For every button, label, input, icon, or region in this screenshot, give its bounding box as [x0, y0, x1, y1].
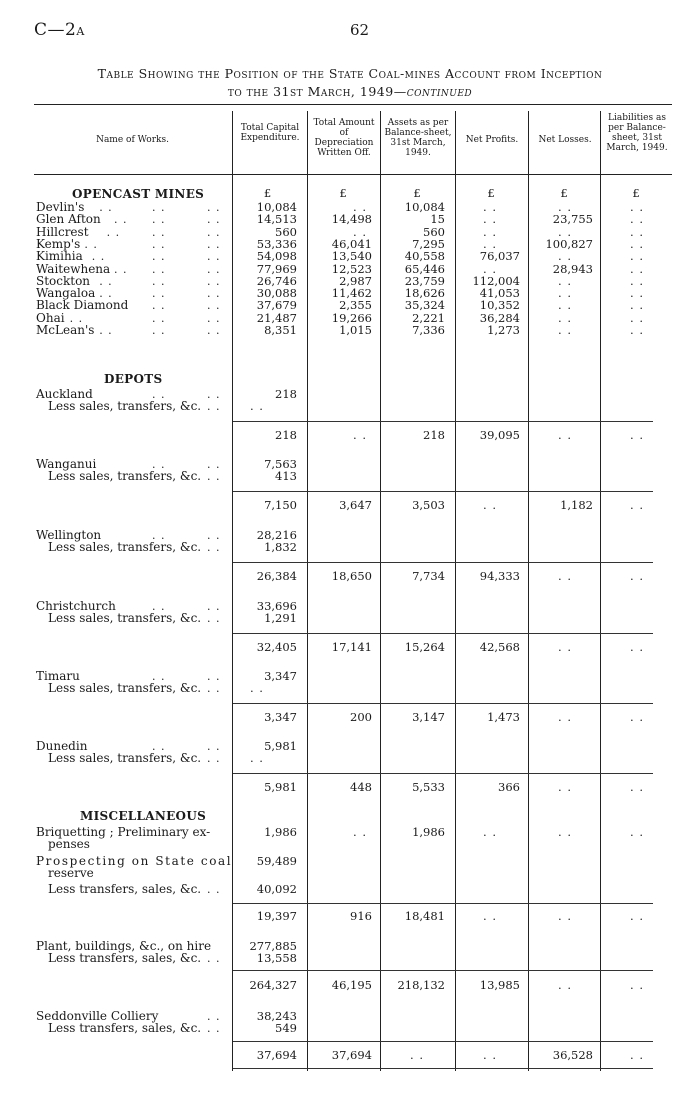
leader-dots: . . — [207, 470, 221, 483]
page-number: 62 — [350, 21, 370, 39]
cell-depreciation: 14,498 — [331, 212, 372, 227]
row-less-label: Less transfers, sales, &c. — [48, 1021, 202, 1035]
leader-dots: . . — [152, 225, 166, 239]
leader-dots: . . — [152, 458, 166, 471]
leader-dots: . . — [152, 237, 166, 251]
row-less-label: Less sales, transfers, &c. — [48, 399, 202, 413]
cell-liabilities: . . — [630, 286, 644, 301]
leader-dots: . . — [152, 600, 166, 613]
cell-profits: . . — [483, 261, 497, 276]
cell-losses: 100,827 — [545, 236, 593, 251]
cell-capital: 8,351 — [264, 323, 297, 337]
cell-losses: . . — [558, 825, 572, 839]
leader-dots: . . — [207, 752, 221, 765]
leader-dots: . . — [152, 324, 166, 337]
row-name: Black Diamond — [36, 298, 129, 313]
leader-dots: . . — [207, 201, 221, 214]
column-divider — [600, 111, 601, 1071]
cell-profits: 39,095 — [479, 428, 520, 442]
cell-capital: 10,084 — [256, 200, 297, 214]
cell-liabilities: . . — [630, 261, 644, 276]
cell-net-capital: 37,694 — [256, 1048, 297, 1062]
section-heading-depots: DEPOTS — [104, 372, 163, 386]
cell-depreciation: 200 — [350, 710, 372, 724]
cell-depreciation: 2,355 — [339, 298, 372, 313]
leader-dots: . . — [114, 262, 128, 276]
leader-dots: . . — [207, 225, 221, 239]
row-less-label: Less sales, transfers, &c. — [48, 611, 202, 625]
leader-dots: . . — [207, 237, 221, 251]
cell-liabilities: . . — [630, 498, 644, 512]
header-bottom-rule — [34, 174, 672, 175]
cell-net-capital: 218 — [275, 428, 297, 442]
currency-depreciation: £ — [339, 186, 347, 200]
cell-profits: . . — [483, 825, 497, 839]
cell-losses: . . — [558, 569, 572, 583]
leader-dots: . . — [207, 287, 221, 301]
row-name: McLean's — [36, 323, 95, 337]
cell-depreciation: 46,041 — [331, 236, 372, 251]
cell-net-capital: 3,347 — [264, 710, 297, 724]
row-name: Plant, buildings, &c., on hire — [36, 939, 212, 953]
cell-capital: 21,487 — [256, 310, 297, 325]
cell-profits: . . — [483, 498, 497, 512]
cell-assets: 5,533 — [412, 780, 445, 794]
cell-liabilities: . . — [630, 323, 644, 337]
cell-depreciation: . . — [353, 224, 367, 239]
cell-losses: . . — [558, 200, 572, 214]
leader-dots: . . — [207, 458, 221, 471]
cell-assets: 10,084 — [404, 200, 445, 214]
cell-losses: . . — [558, 286, 572, 301]
cell-assets: 7,734 — [412, 569, 445, 583]
cell-liabilities: . . — [630, 780, 644, 794]
cell-liabilities: . . — [630, 428, 644, 442]
currency-liabilities: £ — [632, 186, 640, 200]
subtotal-rule — [233, 562, 653, 563]
row-less-label: Less sales, transfers, &c. — [48, 469, 202, 483]
cell-liabilities: . . — [630, 909, 644, 923]
cell-assets: 560 — [423, 224, 445, 239]
cell-assets: 23,759 — [404, 273, 445, 288]
cell-profits: 1,473 — [487, 710, 520, 724]
cell-depreciation: 46,195 — [331, 978, 372, 992]
row-name-continued: penses — [48, 837, 90, 851]
cell-assets: 18,626 — [404, 286, 445, 301]
leader-dots: . . — [207, 1010, 221, 1023]
cell-depreciation: 12,523 — [331, 261, 372, 276]
column-header-name: Name of Works. — [96, 135, 169, 145]
row-name: Auckland — [36, 387, 93, 401]
cell-losses: . . — [558, 323, 572, 337]
leader-dots: . . — [207, 883, 221, 896]
leader-dots: . . — [99, 274, 113, 288]
leader-dots: . . — [207, 388, 221, 401]
table-title-line2: to the 31st March, 1949—continued — [227, 84, 473, 99]
cell-profits: 41,053 — [479, 286, 520, 301]
column-header-liabilities: Liabilities as per Balance-sheet, 31st March, 1949. — [606, 113, 668, 153]
cell-assets: 15 — [430, 212, 445, 227]
cell-assets: 1,986 — [412, 825, 445, 839]
cell-assets: 40,558 — [404, 249, 445, 264]
cell-less: . . — [250, 399, 264, 413]
leader-dots: . . — [152, 274, 166, 288]
cell-capital: 560 — [275, 224, 297, 239]
cell-capital: 77,969 — [256, 261, 297, 276]
leader-dots: . . — [207, 262, 221, 276]
subtotal-rule — [233, 970, 653, 971]
cell-liabilities: . . — [630, 249, 644, 264]
cell-losses: . . — [558, 978, 572, 992]
cell-assets: 3,147 — [412, 710, 445, 724]
cell-assets: 7,295 — [412, 236, 445, 251]
row-name: Stockton — [36, 273, 91, 288]
cell-profits: 1,273 — [487, 323, 520, 337]
cell-losses: 23,755 — [552, 212, 593, 227]
row-name: Kimihia — [36, 249, 83, 264]
cell-capital: 1,986 — [264, 825, 297, 839]
cell-profits: 13,985 — [479, 978, 520, 992]
row-name: Wangaloa — [36, 286, 96, 301]
cell-profits: 76,037 — [479, 249, 520, 264]
leader-dots: . . — [152, 250, 166, 264]
cell-depreciation: 448 — [350, 780, 372, 794]
cell-liabilities: . . — [630, 298, 644, 313]
leader-dots: . . — [207, 541, 221, 554]
cell-liabilities: . . — [630, 212, 644, 227]
column-header-losses: Net Losses. — [538, 135, 592, 145]
subtotal-rule — [233, 633, 653, 634]
cell-liabilities: . . — [630, 640, 644, 654]
column-divider — [528, 111, 529, 1071]
leader-dots: . . — [207, 299, 221, 313]
cell-profits: . . — [483, 1048, 497, 1062]
cell-less: 1,832 — [264, 540, 297, 554]
cell-capital: 37,679 — [256, 298, 297, 313]
cell-less: . . — [250, 681, 264, 695]
cell-net-capital: 264,327 — [249, 978, 297, 992]
cell-losses: . . — [558, 298, 572, 313]
cell-losses: . . — [558, 224, 572, 239]
cell-losses: . . — [558, 710, 572, 724]
row-name: Ohai — [36, 310, 65, 325]
cell-gross: 59,489 — [256, 854, 297, 868]
column-header-profits: Net Profits. — [465, 135, 519, 145]
cell-profits: 94,333 — [479, 569, 520, 583]
cell-net-capital: 32,405 — [256, 640, 297, 654]
table-top-rule — [34, 104, 672, 105]
cell-profits: . . — [483, 236, 497, 251]
leader-dots: . . — [152, 311, 166, 325]
cell-gross: 33,696 — [256, 599, 297, 613]
leader-dots: . . — [207, 400, 221, 413]
leader-dots: . . — [99, 324, 113, 337]
cell-depreciation: 11,462 — [331, 286, 372, 301]
cell-net-capital: 5,981 — [264, 780, 297, 794]
leader-dots: . . — [207, 740, 221, 753]
cell-assets: 3,503 — [412, 498, 445, 512]
cell-losses: . . — [558, 249, 572, 264]
cell-less: 13,558 — [256, 951, 297, 965]
cell-liabilities: . . — [630, 825, 644, 839]
cell-depreciation: 13,540 — [331, 249, 372, 264]
currency-assets: £ — [413, 186, 421, 200]
column-header-assets: Assets as per Balance-sheet, 31st March, 1949. — [384, 118, 452, 158]
row-name: Timaru — [36, 669, 80, 683]
cell-losses: . . — [558, 310, 572, 325]
leader-dots: . . — [152, 213, 166, 227]
subtotal-rule — [233, 703, 653, 704]
cell-profits: 36,284 — [479, 310, 520, 325]
currency-capital: £ — [263, 186, 272, 200]
cell-depreciation: 1,015 — [339, 323, 372, 337]
leader-dots: . . — [207, 952, 221, 965]
column-divider — [307, 111, 308, 1071]
cell-depreciation: . . — [353, 200, 367, 214]
cell-profits: . . — [483, 200, 497, 214]
cell-depreciation: 19,266 — [331, 310, 372, 325]
cell-assets: 218 — [423, 428, 445, 442]
cell-less: 40,092 — [256, 882, 297, 896]
cell-gross: 28,216 — [256, 528, 297, 542]
row-name: Dunedin — [36, 739, 88, 753]
leader-dots: . . — [152, 287, 166, 301]
cell-depreciation: 3,647 — [339, 498, 372, 512]
leader-dots: . . — [106, 225, 121, 239]
leader-dots: . . — [207, 324, 221, 337]
leader-dots: . . — [99, 201, 113, 214]
row-name: Glen Afton — [36, 212, 101, 227]
subtotal-rule — [233, 491, 653, 492]
leader-dots: . . — [99, 287, 113, 301]
cell-assets: 35,324 — [404, 298, 445, 313]
cell-losses: 36,528 — [552, 1048, 593, 1062]
row-name: Christchurch — [36, 599, 116, 613]
column-header-depreciation: Total Amount of Depreciation Written Off. — [313, 118, 375, 158]
cell-capital: 14,513 — [256, 212, 297, 227]
cell-liabilities: . . — [630, 710, 644, 724]
cell-profits: . . — [483, 212, 497, 227]
cell-assets: 218,132 — [397, 978, 445, 992]
row-name: Wellington — [36, 528, 102, 542]
row-less-label: Less transfers, sales, &c. — [48, 882, 202, 896]
cell-assets: 18,481 — [404, 909, 445, 923]
cell-net-capital: 19,397 — [256, 909, 297, 923]
row-less-label: Less sales, transfers, &c. — [48, 751, 202, 765]
subtotal-rule — [233, 1041, 653, 1042]
column-header-capital: Total Capital Expenditure. — [240, 123, 300, 143]
cell-depreciation: 17,141 — [331, 640, 372, 654]
row-name: Kemp's — [36, 236, 81, 251]
column-divider — [455, 111, 456, 1071]
cell-losses: . . — [558, 273, 572, 288]
cell-profits: 42,568 — [479, 640, 520, 654]
cell-gross: 277,885 — [249, 939, 297, 953]
leader-dots: . . — [207, 682, 221, 695]
cell-net-capital: 26,384 — [256, 569, 297, 583]
cell-assets: 65,446 — [404, 261, 445, 276]
cell-liabilities: . . — [630, 569, 644, 583]
cell-gross: 38,243 — [256, 1009, 297, 1023]
leader-dots: . . — [152, 529, 166, 542]
leader-dots: . . — [152, 670, 166, 683]
cell-capital: 26,746 — [256, 273, 297, 288]
cell-assets: 7,336 — [412, 323, 445, 337]
leader-dots: . . — [207, 274, 221, 288]
cell-less: 549 — [275, 1021, 297, 1035]
cell-losses: 28,943 — [552, 261, 593, 276]
cell-liabilities: . . — [630, 200, 644, 214]
leader-dots: . . — [207, 311, 221, 325]
column-divider — [380, 111, 381, 1071]
cell-gross: 3,347 — [264, 669, 297, 683]
row-name: Seddonville Colliery — [36, 1009, 159, 1023]
cell-profits: 366 — [498, 780, 520, 794]
cell-capital: 54,098 — [256, 249, 297, 264]
cell-losses: . . — [558, 780, 572, 794]
leader-dots: . . — [207, 612, 221, 625]
leader-dots: . . — [207, 250, 221, 264]
row-less-label: Less sales, transfers, &c. — [48, 540, 202, 554]
cell-liabilities: . . — [630, 236, 644, 251]
leader-dots: . . — [207, 213, 221, 227]
cell-assets: . . — [410, 1048, 424, 1062]
section-heading-misc: MISCELLANEOUS — [80, 809, 207, 823]
cell-gross: 218 — [275, 387, 297, 401]
subtotal-rule — [233, 903, 653, 904]
row-less-label: Less sales, transfers, &c. — [48, 681, 202, 695]
table-title-line1: Table Showing the Position of the State Coal-mines Account from Inception — [97, 66, 603, 81]
cell-net-capital: 7,150 — [264, 498, 297, 512]
leader-dots: . . — [152, 201, 166, 214]
cell-depreciation: 2,987 — [339, 273, 372, 288]
row-name: Briquetting ; Preliminary ex- — [36, 825, 211, 839]
cell-profits: . . — [483, 224, 497, 239]
cell-gross: 7,563 — [264, 457, 297, 471]
leader-dots: . . — [114, 213, 128, 227]
section-heading-opencast: OPENCAST MINES — [72, 187, 205, 201]
cell-liabilities: . . — [630, 273, 644, 288]
currency-profits: £ — [487, 186, 495, 200]
subtotal-rule — [233, 773, 653, 774]
row-name: Wanganui — [36, 457, 97, 471]
cell-capital: 53,336 — [256, 236, 297, 251]
leader-dots: . . — [207, 529, 221, 542]
cell-assets: 15,264 — [404, 640, 445, 654]
cell-depreciation: 18,650 — [331, 569, 372, 583]
leader-dots: . . — [91, 250, 106, 264]
cell-liabilities: . . — [630, 978, 644, 992]
cell-liabilities: . . — [630, 310, 644, 325]
page-code: C—2A — [34, 20, 85, 40]
cell-depreciation: . . — [353, 825, 367, 839]
leader-dots: . . — [152, 388, 166, 401]
cell-losses: . . — [558, 640, 572, 654]
row-name: Devlin's — [36, 200, 85, 214]
cell-profits: 10,352 — [479, 298, 520, 313]
leader-dots: . . — [152, 740, 166, 753]
table-end-rule — [233, 1068, 653, 1069]
cell-gross: 5,981 — [264, 739, 297, 753]
cell-depreciation: . . — [353, 428, 367, 442]
cell-losses: 1,182 — [560, 498, 593, 512]
row-name: Prospecting on State coal — [36, 854, 233, 868]
row-name-continued: reserve — [48, 866, 94, 880]
row-less-label: Less transfers, sales, &c. — [48, 951, 202, 965]
leader-dots: . . — [207, 670, 221, 683]
row-name: Hillcrest — [36, 224, 89, 239]
cell-capital: 30,088 — [256, 286, 297, 301]
cell-losses: . . — [558, 909, 572, 923]
cell-assets: 2,221 — [412, 310, 445, 325]
cell-less: . . — [250, 751, 264, 765]
leader-dots: . . — [152, 262, 166, 276]
currency-losses: £ — [560, 186, 568, 200]
leader-dots: . . — [207, 1022, 221, 1035]
row-name: Waitewhena — [36, 261, 111, 276]
cell-depreciation: 37,694 — [331, 1048, 372, 1062]
cell-losses: . . — [558, 428, 572, 442]
subtotal-rule — [233, 421, 653, 422]
column-divider — [232, 111, 233, 1071]
cell-liabilities: . . — [630, 224, 644, 239]
leader-dots: . . — [69, 311, 84, 325]
cell-depreciation: 916 — [350, 909, 372, 923]
cell-profits: . . — [483, 909, 497, 923]
cell-profits: 112,004 — [472, 273, 520, 288]
leader-dots: . . — [84, 237, 98, 251]
cell-less: 1,291 — [264, 611, 297, 625]
leader-dots: . . — [207, 600, 221, 613]
cell-less: 413 — [275, 469, 297, 483]
cell-liabilities: . . — [630, 1048, 644, 1062]
leader-dots: . . — [152, 299, 166, 313]
